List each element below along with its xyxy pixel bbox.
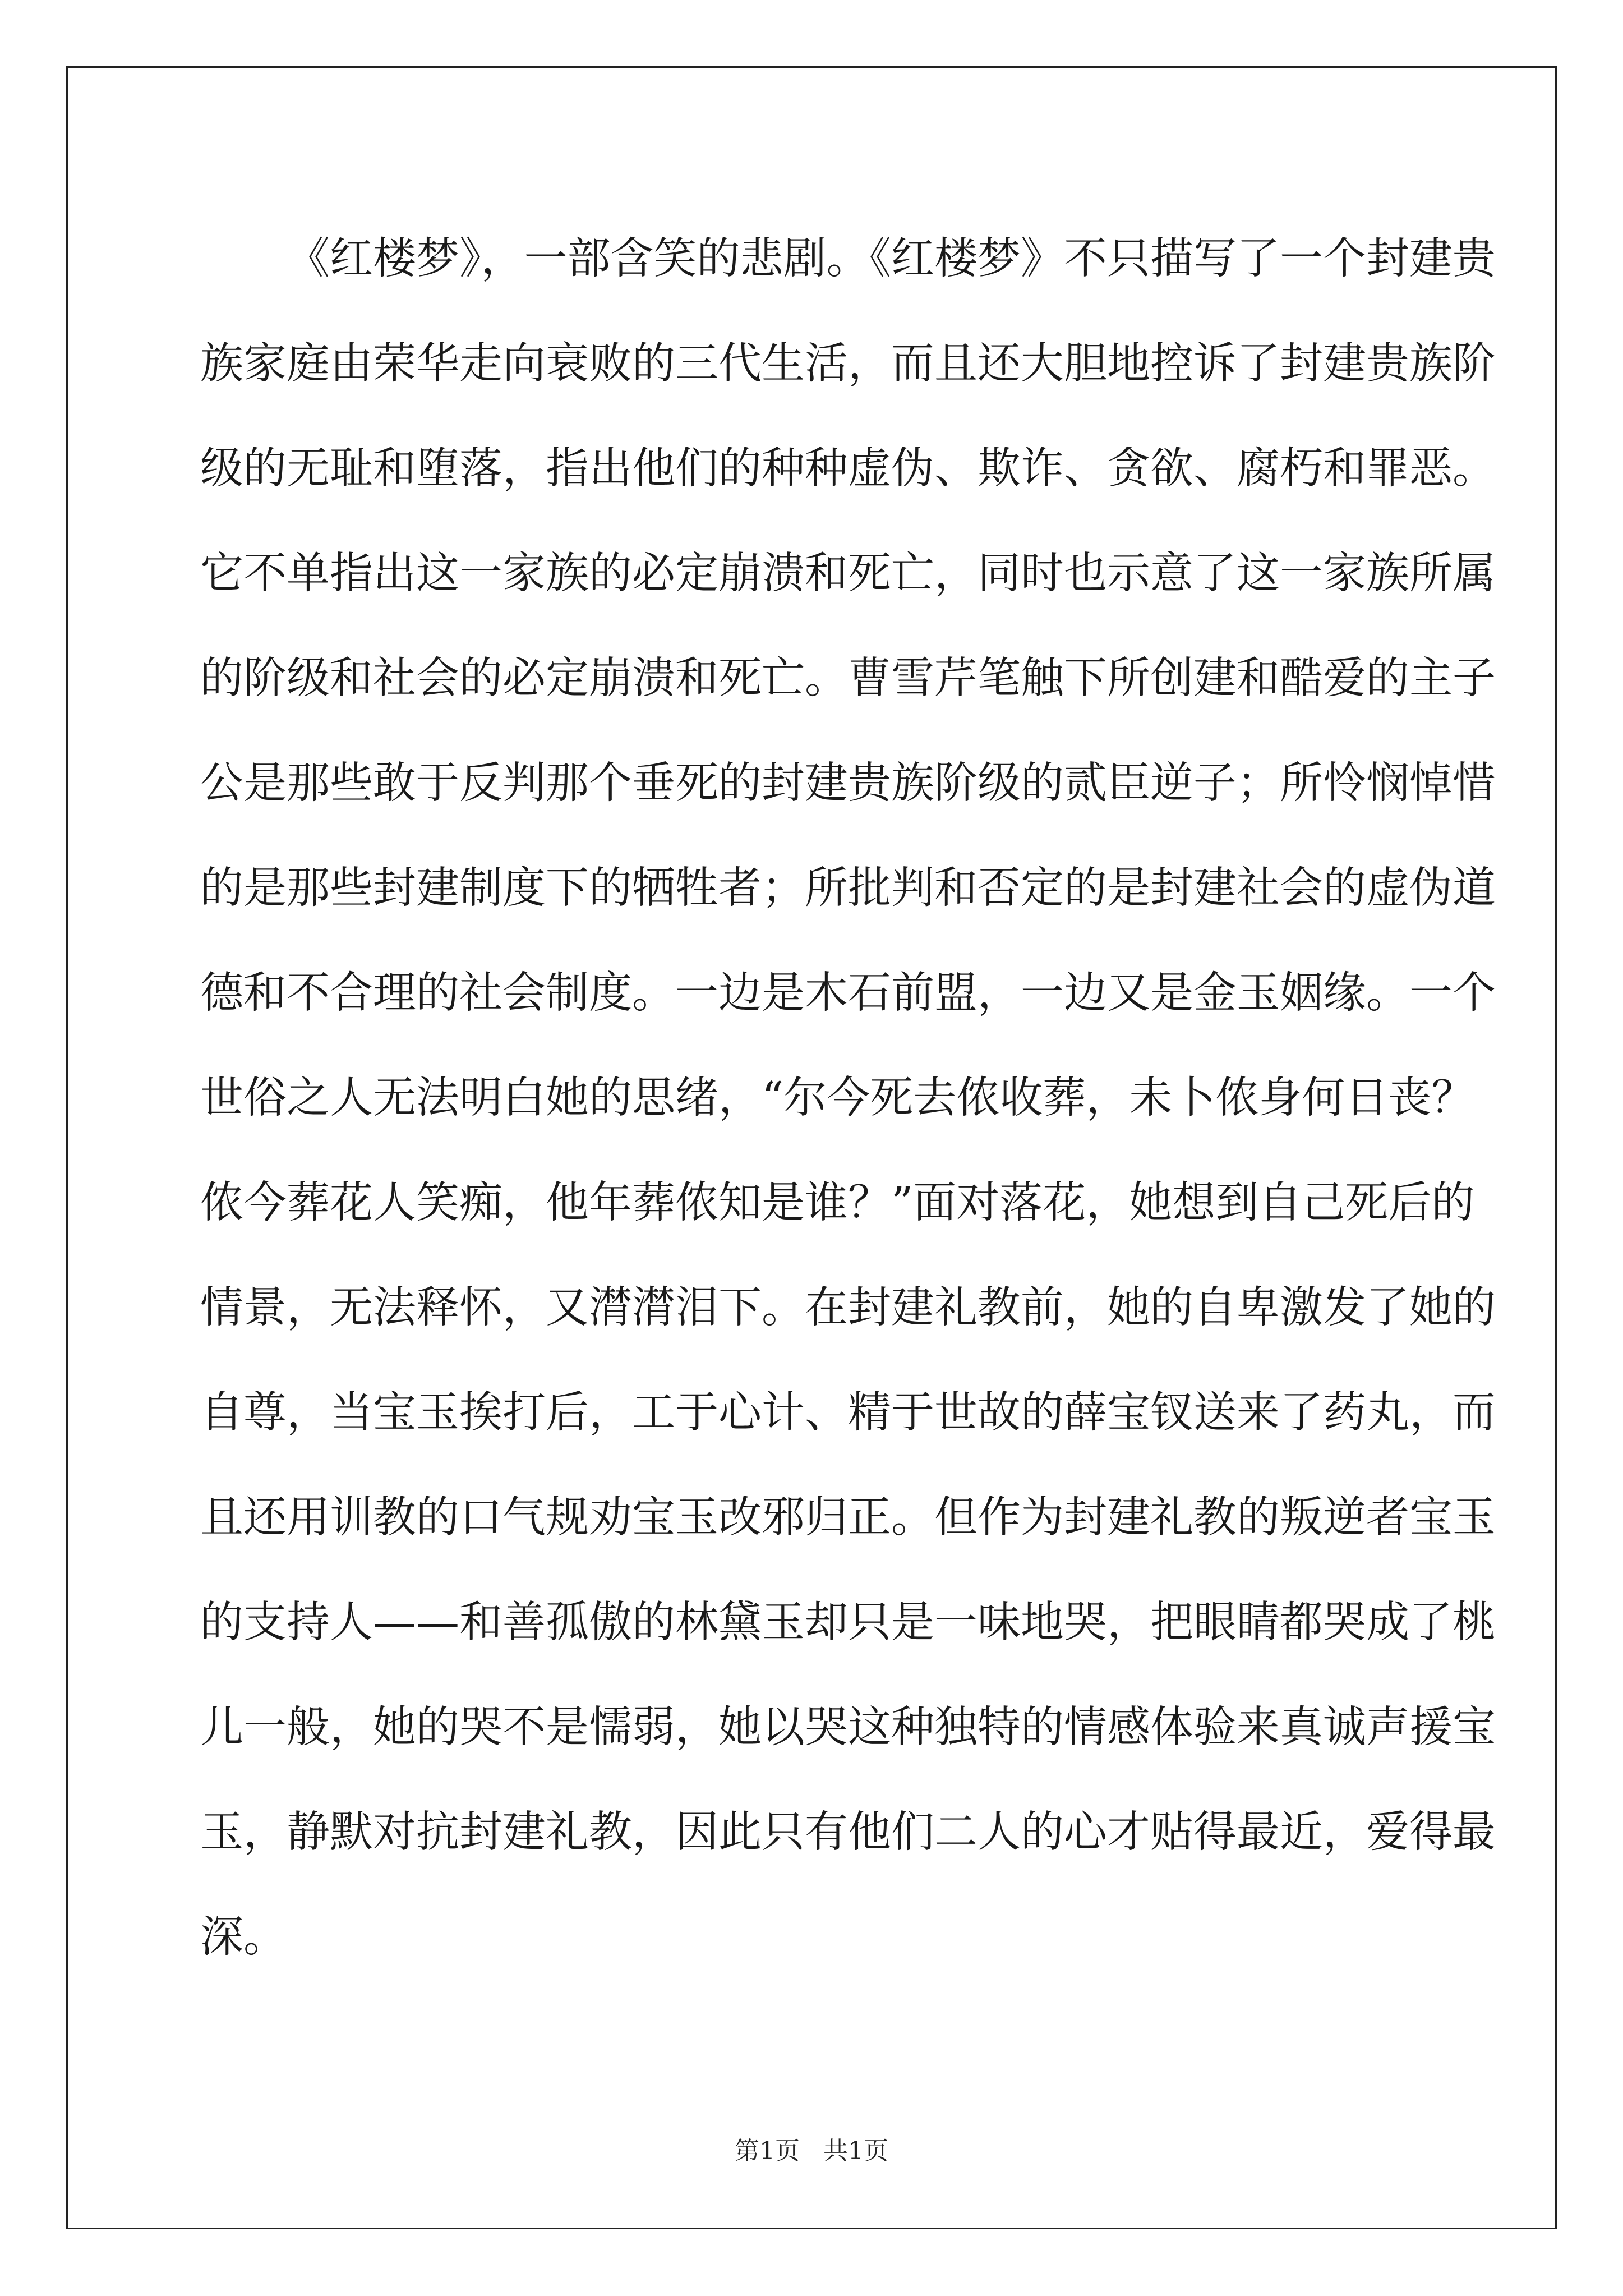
text-line-9: 世俗之人无法明白她的思绪，“尔今死去侬收葬，未卜侬身何日丧？ xyxy=(200,1073,1475,1123)
text-line-10: 侬今葬花人笑痴，他年葬侬知是谁？”面对落花，她想到自己死后的 xyxy=(200,1178,1475,1228)
text-line-1: 《红楼梦》，一部含笑的悲剧。《红楼梦》不只描写了一个封建贵 xyxy=(287,234,1496,284)
text-line-17: 深。 xyxy=(200,1912,287,1962)
essay-body xyxy=(200,206,1496,1990)
text-line-8: 德和不合理的社会制度。一边是木石前盟，一边又是金玉姻缘。一个 xyxy=(200,968,1496,1018)
text-line-11: 情景，无法释怀，又潸潸泪下。在封建礼教前，她的自卑激发了她的 xyxy=(200,1283,1496,1333)
text-line-4: 它不单指出这一家族的必定崩溃和死亡，同时也示意了这一家族所属 xyxy=(200,549,1496,599)
text-line-12: 自尊，当宝玉挨打后，工于心计、精于世故的薛宝钗送来了药丸，而 xyxy=(200,1388,1496,1438)
text-line-16: 玉，静默对抗封建礼教，因此只有他们二人的心才贴得最近，爱得最 xyxy=(200,1807,1496,1857)
page-footer: 第1页 共1页 xyxy=(735,2137,888,2165)
text-line-2: 族家庭由荣华走向衰败的三代生活，而且还大胆地控诉了封建贵族阶 xyxy=(200,339,1496,389)
text-line-14: 的支持人——和善孤傲的林黛玉却只是一味地哭，把眼睛都哭成了桃 xyxy=(200,1598,1496,1648)
text-line-15: 儿一般，她的哭不是懦弱，她以哭这种独特的情感体验来真诚声援宝 xyxy=(200,1703,1496,1752)
text-line-5: 的阶级和社会的必定崩溃和死亡。曹雪芹笔触下所创建和酷爱的主子 xyxy=(200,654,1496,703)
text-line-13: 且还用训教的口气规劝宝玉改邪归正。但作为封建礼教的叛逆者宝玉 xyxy=(200,1493,1496,1543)
text-line-7: 的是那些封建制度下的牺牲者；所批判和否定的是封建社会的虚伪道 xyxy=(200,863,1496,913)
text-line-6: 公是那些敢于反判那个垂死的封建贵族阶级的贰臣逆子；所怜悯悼惜 xyxy=(200,758,1496,808)
text-line-3: 级的无耻和堕落，指出他们的种种虚伪、欺诈、贪欲、腐朽和罪恶。 xyxy=(200,444,1496,494)
